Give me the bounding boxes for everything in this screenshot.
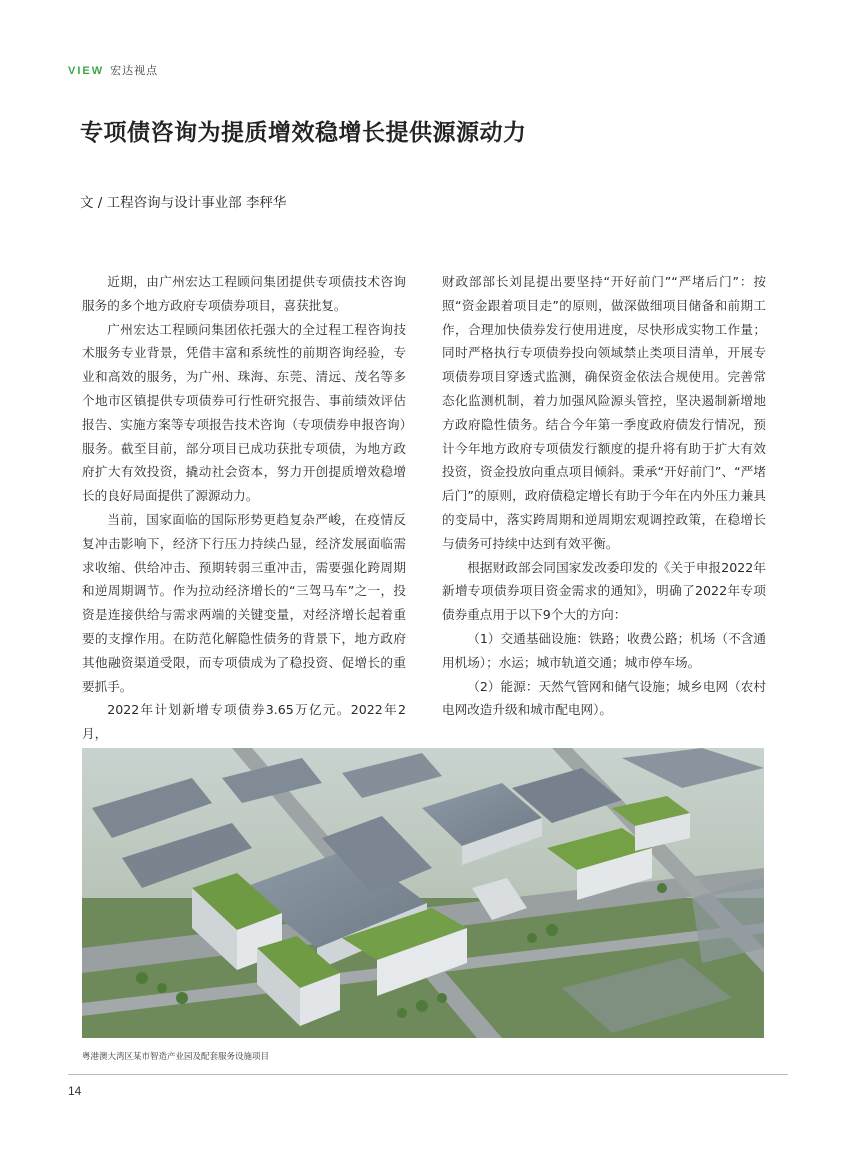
section-tag	[68, 62, 158, 78]
paragraph: 根据财政部会同国家发改委印发的《关于申报2022年新增专项债券项目资金需求的通知》，明确了2022年专项债券重点用于以下9个大的方向：	[442, 559, 766, 623]
paragraph: 近期，由广州宏达工程顾问集团提供专项债技术咨询服务的多个地方政府专项债券项目，喜获批复。	[82, 274, 406, 313]
paragraph: 广州宏达工程顾问集团依托强大的全过程工程咨询技术服务专业背景，凭借丰富和系统性的前期咨询经验，专业和高效的服务，为广州、珠海、东莞、清远、茂名等多个地市区镇提供专项债券可行性研究报告、事前绩效评估报告、实施方案等专项报告技术咨询（专项债券申报咨询）服务。截至目前，部分项目已成功获批专项债，为地方政府扩大有效投资，撬动社会资本，努力开创提质增效稳增长的良好局面提供了源源动力。	[82, 321, 406, 504]
paragraph: 财政部部长刘昆提出要坚持“开好前门”“严堵后门”：按照“资金跟着项目走”的原则，做深做细项目储备和前期工作，合理加快债券发行使用进度，尽快形成实物工作量；同时严格执行专项债券投向领域禁止类项目清单，开展专项债券项目穿透式监测，确保资金依法合规使用。完善常态化监测机制，着力加强风险源头管控，坚决遏制新增地方政府隐性债务。结合今年第一季度政府债发行情况，预计今年地方政府专项债发行额度的提升将有助于扩大有效投资，资金投放向重点项目倾斜。秉承“开好前门”、“严堵后门”的原则，政府债稳定增长有助于今年在内外压力兼具的变局中，落实跨周期和逆周期宏观调控政策，在稳增长与债务可持续中达到有效平衡。	[442, 274, 766, 551]
paragraph: （1）交通基础设施：铁路；收费公路；机场（不含通用机场）；水运；城市轨道交通；城市停车场。	[442, 630, 766, 670]
aerial-rendering-image	[82, 748, 764, 1038]
left-column	[82, 270, 406, 746]
paragraph: 当前，国家面临的国际形势更趋复杂严峻，在疫情反复冲击影响下，经济下行压力持续凸显，经济发展面临需求收缩、供给冲击、预期转弱三重冲击，需要强化跨周期和逆周期调节。作为拉动经济增长的“三驾马车”之一，投资是连接供给与需求两端的关键变量，对经济增长起着重要的支撑作用。在防范化解隐性债务的背景下，地方政府其他融资渠道受限，而专项债成为了稳投资、促增长的重要抓手。	[82, 511, 406, 694]
article-title: 专项债咨询为提质增效稳增长提供源源动力	[80, 120, 527, 146]
view-label: VIEW	[68, 65, 105, 77]
image-caption: 粤港澳大湾区某市智造产业园及配套服务设施项目	[82, 1052, 270, 1062]
page-number: 14	[68, 1084, 82, 1098]
right-column	[442, 270, 766, 722]
paragraph: 2022年计划新增专项债券3.65万亿元。2022年2月，	[82, 702, 406, 742]
footer-divider	[68, 1074, 788, 1075]
section-name: 宏达视点	[110, 64, 159, 77]
byline: 文 / 工程咨询与设计事业部 李秤华	[80, 195, 287, 211]
paragraph: （2）能源：天然气管网和储气设施；城乡电网（农村电网改造升级和城市配电网）。	[442, 678, 766, 718]
